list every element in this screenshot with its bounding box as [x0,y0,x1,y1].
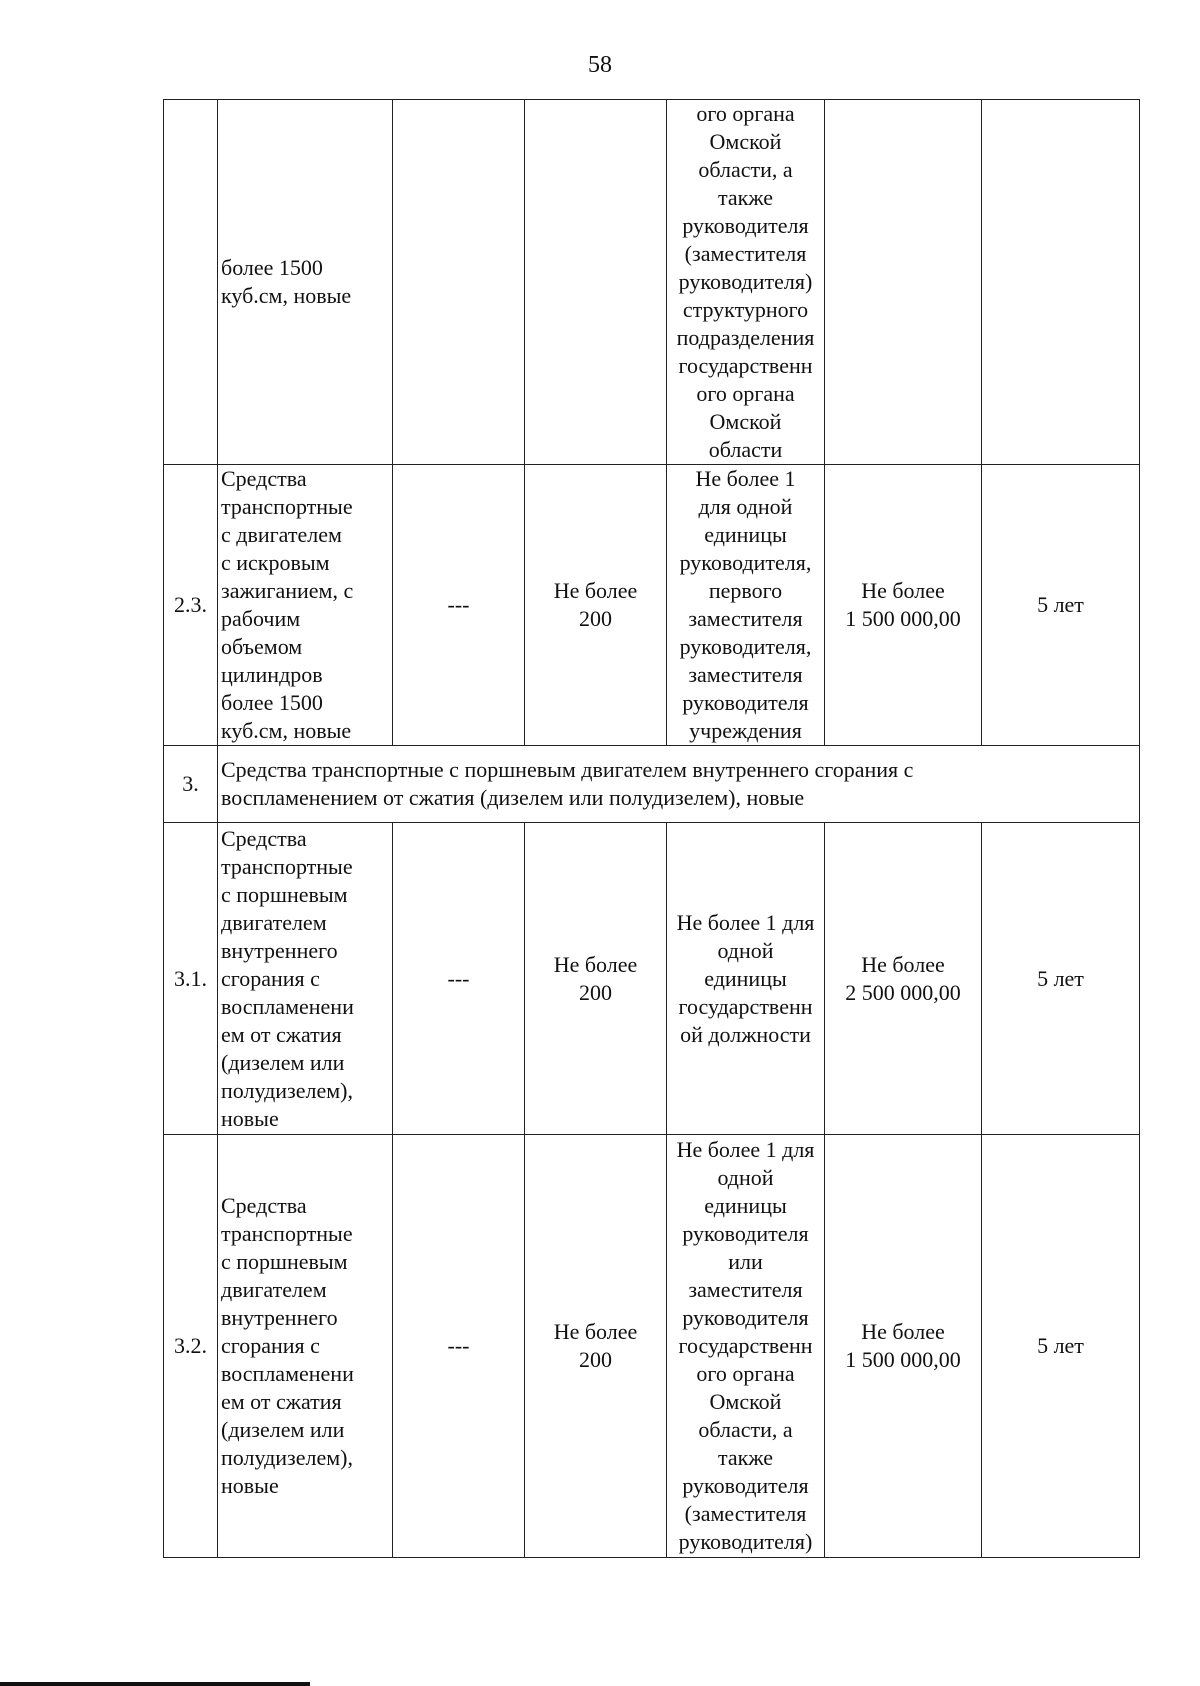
row-number: 3.2. [164,1135,218,1558]
item-name: Средства транспортные с поршневым двигателем внутреннего сгорания с воспламенени ем от сжатия (дизелем или полудизелем), новые [218,823,393,1135]
cell-col6: Не более 2 500 000,00 [825,823,982,1135]
page-number: 58 [588,52,612,78]
table-row [164,100,1140,465]
cell-col4: Не более 200 [525,823,667,1135]
cell-col6: Не более 1 500 000,00 [825,465,982,746]
cell-col7: 5 лет [982,465,1140,746]
cell-col7: 5 лет [982,1135,1140,1558]
cell-col7 [982,100,1140,465]
cell-col3: --- [393,465,525,746]
section-heading: Средства транспортные с поршневым двигателем внутреннего сгорания с воспламенением от сжатия (дизелем или полудизелем), новые [218,746,1140,823]
vehicle-norms-table [163,99,1140,1558]
row-number [164,100,218,465]
cell-col5: Не более 1 для одной единицы государственн ой должности [667,823,825,1135]
table-row [164,746,1140,823]
row-number: 2.3. [164,465,218,746]
cell-col5: Не более 1 для одной единицы руководителя или заместителя руководителя государственн ого органа Омской области, а также руководителя (заместителя руководителя) [667,1135,825,1558]
cell-col5: ого органа Омской области, а также руководителя (заместителя руководителя) структурного подразделения государственн ого органа Омской области [667,100,825,465]
cell-col5: Не более 1 для одной единицы руководителя, первого заместителя руководителя, заместителя руководителя учреждения [667,465,825,746]
item-name: Средства транспортные с двигателем с искровым зажиганием, с рабочим объемом цилиндров более 1500 куб.см, новые [218,465,393,746]
cell-col6 [825,100,982,465]
table-row [164,1135,1140,1558]
item-name: Средства транспортные с поршневым двигателем внутреннего сгорания с воспламенени ем от сжатия (дизелем или полудизелем), новые [218,1135,393,1558]
cell-col6: Не более 1 500 000,00 [825,1135,982,1558]
row-number: 3.1. [164,823,218,1135]
cell-col4: Не более 200 [525,465,667,746]
row-number: 3. [164,746,218,823]
cell-col4: Не более 200 [525,1135,667,1558]
cell-col7: 5 лет [982,823,1140,1135]
item-name: более 1500 куб.см, новые [218,100,393,465]
cell-col3: --- [393,823,525,1135]
cell-col4 [525,100,667,465]
cell-col3 [393,100,525,465]
scan-edge-mark [0,1682,310,1686]
table-row [164,465,1140,746]
table-row [164,823,1140,1135]
cell-col3: --- [393,1135,525,1558]
